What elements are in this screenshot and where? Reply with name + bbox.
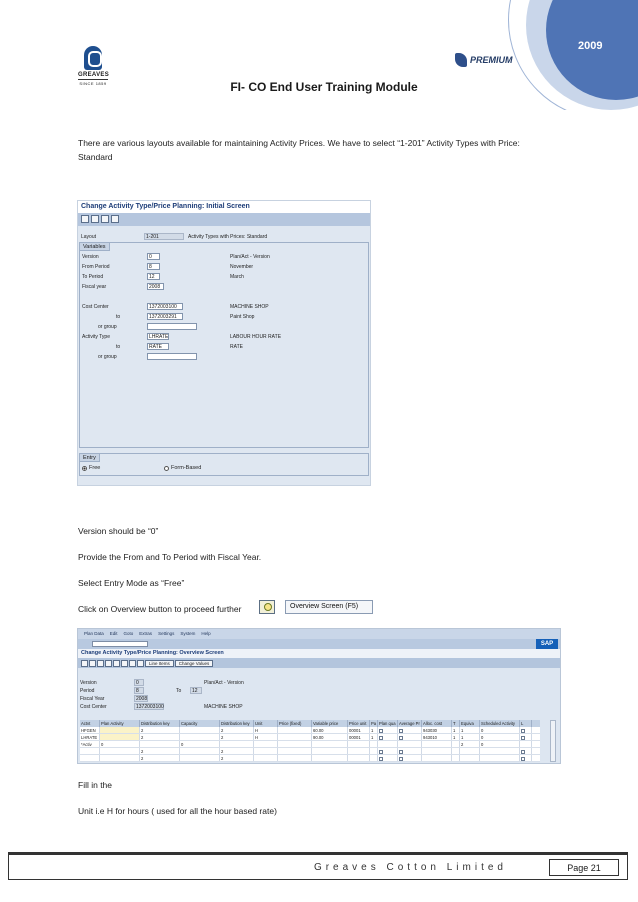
sap-overview-screen	[77, 628, 561, 764]
activity-group-label: or group	[98, 354, 117, 360]
table-cell[interactable]	[278, 741, 312, 747]
grid-column-header[interactable]: Distribution key	[140, 720, 180, 727]
command-field[interactable]	[92, 641, 148, 647]
grid-column-header[interactable]: Variable price	[312, 720, 348, 727]
table-cell[interactable]	[520, 727, 532, 733]
entry-note: Select Entry Mode as “Free”	[78, 578, 185, 588]
checkbox-icon[interactable]	[399, 757, 403, 761]
grid-column-header[interactable]: Price (fixed)	[278, 720, 312, 727]
table-cell[interactable]: 2	[220, 727, 254, 733]
overview-title: Change Activity Type/Price Planning: Overview Screen	[78, 649, 560, 658]
overview-icon[interactable]	[259, 600, 275, 614]
to-period-label: To Period	[82, 274, 104, 280]
table-cell[interactable]	[312, 748, 348, 754]
table-cell[interactable]: 00001	[348, 734, 370, 740]
table-cell[interactable]	[398, 748, 422, 754]
sap-logo: SAP	[536, 639, 558, 649]
table-cell[interactable]: HFGEN	[80, 727, 100, 733]
intro-line-1: There are various layouts available for maintaining Activity Prices. We have to select “1-201” Activity Types with Price:	[78, 138, 520, 148]
grid-column-header[interactable]: Distribution key	[220, 720, 254, 727]
table-row	[80, 755, 540, 762]
table-cell[interactable]: 0	[180, 741, 220, 747]
table-cell[interactable]	[370, 741, 378, 747]
toolbar-button[interactable]	[105, 660, 112, 667]
table-cell[interactable]: 2	[140, 734, 180, 740]
sap-initial-screen	[77, 200, 371, 486]
table-cell[interactable]	[422, 748, 452, 754]
ov-cost-center-desc: MACHINE SHOP	[204, 704, 243, 710]
from-period-label: From Period	[82, 264, 110, 270]
table-cell[interactable]	[378, 727, 398, 733]
cost-center-from-field[interactable]: 1372003100	[147, 303, 183, 310]
table-cell[interactable]	[100, 755, 140, 761]
activity-type-to-desc: RATE	[230, 344, 243, 350]
toolbar-button[interactable]	[91, 215, 99, 223]
table-cell[interactable]: 2	[220, 755, 254, 761]
table-cell[interactable]: 2	[220, 748, 254, 754]
table-cell[interactable]: 1	[460, 734, 480, 740]
table-cell[interactable]: 1	[452, 727, 460, 733]
table-cell[interactable]	[452, 741, 460, 747]
table-cell[interactable]	[370, 748, 378, 754]
variables-group	[79, 242, 369, 448]
ov-period-to-label: To	[176, 688, 182, 694]
checkbox-icon[interactable]	[521, 750, 525, 754]
table-row	[80, 741, 540, 748]
unit-note: Unit i.e H for hours ( used for all the hour based rate)	[78, 806, 277, 816]
menu-help[interactable]: Help	[201, 631, 211, 636]
table-cell[interactable]	[398, 727, 422, 733]
fill-note: Fill in the	[78, 780, 113, 790]
table-cell[interactable]: 0	[480, 741, 520, 747]
activity-group-field[interactable]	[147, 353, 197, 360]
vertical-scrollbar[interactable]	[550, 720, 556, 762]
table-cell[interactable]	[348, 741, 370, 747]
form-based-radio[interactable]	[164, 464, 201, 472]
grid-column-header[interactable]: Unit	[254, 720, 278, 727]
cost-center-desc: MACHINE SHOP	[230, 304, 269, 310]
cost-center-to-field[interactable]: 1372003291	[147, 313, 183, 320]
change-values-button[interactable]: Change Values	[175, 660, 213, 667]
table-cell[interactable]: 2	[220, 734, 254, 740]
overview-screen-button[interactable]: Overview Screen (F5)	[285, 600, 373, 614]
table-cell[interactable]	[348, 748, 370, 754]
version-desc: Plan/Act - Version	[230, 254, 270, 260]
table-cell[interactable]	[520, 748, 532, 754]
table-cell[interactable]	[520, 734, 532, 740]
checkbox-icon[interactable]	[379, 736, 383, 740]
table-cell[interactable]	[378, 734, 398, 740]
overview-note: Click on Overview button to proceed further	[78, 604, 242, 614]
toolbar-button[interactable]	[111, 215, 119, 223]
table-cell[interactable]: 0	[480, 727, 520, 733]
table-cell[interactable]: 0	[100, 741, 140, 747]
entry-group	[79, 453, 369, 476]
table-row	[80, 734, 540, 741]
free-radio[interactable]	[82, 464, 100, 472]
grid-column-header[interactable]: Plan Activity	[100, 720, 140, 727]
cost-center-to-label: to	[116, 314, 121, 320]
table-cell[interactable]: 60.00	[312, 727, 348, 733]
line-items-button[interactable]: Line Items	[145, 660, 174, 667]
table-cell[interactable]	[460, 755, 480, 761]
grid-column-header[interactable]: Price unit	[348, 720, 370, 727]
logo-emblem-icon	[84, 46, 102, 70]
logo-name: GREAVES	[78, 72, 109, 78]
table-cell[interactable]	[140, 741, 180, 747]
toolbar-button[interactable]	[81, 660, 88, 667]
checkbox-icon[interactable]	[379, 729, 383, 733]
grid-column-header[interactable]: Equiva	[460, 720, 480, 727]
layout-desc: Activity Types with Prices: Standard	[188, 234, 268, 240]
radio-selected-icon	[82, 466, 87, 471]
entry-header: Entry	[80, 454, 100, 462]
ov-fiscal-year-label: Fiscal Year	[80, 696, 105, 702]
table-cell[interactable]: 943010	[422, 734, 452, 740]
toolbar-button[interactable]	[89, 660, 96, 667]
overview-toolbar	[78, 658, 560, 668]
grid-column-header[interactable]: Actvt	[80, 720, 100, 727]
premium-badge	[455, 53, 513, 67]
from-period-desc: November	[230, 264, 254, 270]
activity-type-label: Activity Type	[82, 334, 110, 340]
cost-center-group-field[interactable]	[147, 323, 197, 330]
table-cell[interactable]: H	[254, 727, 278, 733]
company-name: Greaves Cotton Limited	[313, 862, 507, 873]
ov-period-label: Period	[80, 688, 95, 694]
checkbox-icon[interactable]	[399, 750, 403, 754]
checkbox-icon[interactable]	[399, 736, 403, 740]
table-cell[interactable]	[398, 741, 422, 747]
fiscal-year-label: Fiscal year	[82, 284, 107, 290]
table-cell[interactable]	[278, 755, 312, 761]
checkbox-icon[interactable]	[521, 736, 525, 740]
ov-version-desc: Plan/Act - Version	[204, 680, 244, 686]
toolbar-button[interactable]	[129, 660, 136, 667]
grid-column-header[interactable]: Average Pr	[398, 720, 422, 727]
menu-goto[interactable]: Goto	[123, 631, 134, 636]
ov-cost-center-label: Cost Center	[80, 704, 107, 710]
document-title: FI- CO End User Training Module	[230, 80, 418, 94]
toolbar-button[interactable]	[101, 215, 109, 223]
premium-icon	[455, 53, 467, 67]
ov-cost-center-field: 1372003100	[136, 704, 164, 710]
table-cell[interactable]	[80, 755, 100, 761]
toolbar-button[interactable]	[137, 660, 144, 667]
table-cell[interactable]	[278, 748, 312, 754]
table-cell[interactable]	[278, 734, 312, 740]
grid-column-header[interactable]: L	[520, 720, 532, 727]
table-cell[interactable]	[100, 748, 140, 754]
table-cell[interactable]: 00001	[348, 727, 370, 733]
menu-bar	[78, 629, 560, 639]
activity-type-to-label: to	[116, 344, 121, 350]
table-cell[interactable]	[348, 755, 370, 761]
table-cell[interactable]: 2	[460, 741, 480, 747]
page-footer	[8, 852, 628, 880]
table-cell[interactable]	[220, 741, 254, 747]
grid-column-header[interactable]: Plan qua	[378, 720, 398, 727]
to-period-field[interactable]: 12	[147, 273, 160, 280]
activity-type-from-field[interactable]: LHRATE	[149, 334, 169, 340]
intro-line-2: Standard	[78, 152, 113, 162]
menu-settings[interactable]: Settings	[158, 631, 175, 636]
year-label: 2009	[578, 40, 603, 52]
cost-center-label: Cost Center	[82, 304, 109, 310]
table-cell[interactable]: 1	[460, 727, 480, 733]
table-cell[interactable]	[422, 741, 452, 747]
checkbox-icon[interactable]	[379, 750, 383, 754]
menu-system[interactable]: System	[180, 631, 196, 636]
screen-title: Change Activity Type/Price Planning: Initial Screen	[78, 201, 370, 213]
to-period-desc: March	[230, 274, 244, 280]
table-cell[interactable]	[254, 748, 278, 754]
version-note: Version should be “0”	[78, 526, 159, 536]
table-row	[80, 727, 540, 734]
table-cell[interactable]: 2	[140, 748, 180, 754]
menu-extras[interactable]: Extras	[139, 631, 153, 636]
ov-version-field: 0	[134, 679, 144, 686]
menu-edit[interactable]: Edit	[109, 631, 118, 636]
table-cell[interactable]	[452, 748, 460, 754]
table-cell[interactable]: *Activ	[80, 741, 100, 747]
table-cell[interactable]	[480, 755, 520, 761]
activity-type-desc: LABOUR HOUR RATE	[230, 334, 282, 340]
ov-period-from-field: 8	[134, 687, 144, 694]
table-cell[interactable]	[180, 748, 220, 754]
table-cell[interactable]	[370, 755, 378, 761]
table-cell[interactable]	[180, 734, 220, 740]
from-period-field[interactable]: 8	[147, 263, 160, 270]
table-cell[interactable]: 1	[370, 734, 378, 740]
table-cell[interactable]: H	[254, 734, 278, 740]
grid-column-header[interactable]: Scheduled Activity	[480, 720, 520, 727]
table-cell[interactable]	[180, 755, 220, 761]
table-cell[interactable]	[378, 741, 398, 747]
toolbar-button[interactable]	[121, 660, 128, 667]
table-cell[interactable]: 90.00	[312, 734, 348, 740]
table-cell[interactable]	[312, 755, 348, 761]
table-cell[interactable]	[520, 755, 532, 761]
table-cell[interactable]	[480, 748, 520, 754]
ov-version-label: Version	[80, 680, 97, 686]
table-cell[interactable]: 1	[452, 734, 460, 740]
table-cell[interactable]	[378, 748, 398, 754]
layout-label: Layout	[81, 234, 97, 240]
checkbox-icon[interactable]	[379, 757, 383, 761]
checkbox-icon[interactable]	[399, 729, 403, 733]
table-cell[interactable]	[398, 755, 422, 761]
table-cell[interactable]	[422, 755, 452, 761]
table-cell[interactable]: 943030	[422, 727, 452, 733]
table-cell[interactable]	[254, 741, 278, 747]
table-cell[interactable]	[254, 755, 278, 761]
table-cell[interactable]	[278, 727, 312, 733]
table-cell[interactable]	[100, 727, 140, 733]
table-cell[interactable]	[398, 734, 422, 740]
version-label: Version	[82, 254, 99, 260]
table-cell[interactable]	[312, 741, 348, 747]
fiscal-year-field[interactable]: 2008	[147, 283, 164, 290]
menu-plan-data[interactable]: Plan Data	[84, 631, 104, 636]
grid-column-header[interactable]: Capacity	[180, 720, 220, 727]
cost-center-group-label: or group	[98, 324, 117, 330]
toolbar-button[interactable]	[97, 660, 104, 667]
table-cell[interactable]: 2	[140, 727, 180, 733]
premium-text: PREMIUM	[470, 55, 513, 65]
form-based-label: Form-Based	[171, 465, 202, 471]
table-cell[interactable]: LHRATE	[80, 734, 100, 740]
table-row	[80, 748, 540, 755]
version-field[interactable]: 0	[147, 253, 160, 260]
grid-column-header[interactable]: Alloc. cost	[422, 720, 452, 727]
table-cell[interactable]	[460, 748, 480, 754]
ov-fiscal-year-field: 2008	[136, 696, 148, 702]
table-cell[interactable]	[80, 748, 100, 754]
toolbar-button[interactable]	[81, 215, 89, 223]
table-cell[interactable]	[100, 734, 140, 740]
ov-period-to-field: 12	[190, 687, 202, 694]
table-cell[interactable]	[378, 755, 398, 761]
radio-icon	[164, 466, 169, 471]
table-cell[interactable]	[452, 755, 460, 761]
activity-type-to-field[interactable]: RATE	[147, 343, 169, 350]
command-bar	[78, 639, 560, 649]
checkbox-icon[interactable]	[521, 729, 525, 733]
logo-since: SINCE 1859	[79, 81, 107, 86]
layout-field[interactable]: 1-201	[144, 233, 184, 240]
checkbox-icon[interactable]	[521, 757, 525, 761]
toolbar	[78, 213, 370, 226]
table-cell[interactable]: 2	[140, 755, 180, 761]
toolbar-button[interactable]	[113, 660, 120, 667]
grid-column-header[interactable]: Pa	[371, 721, 377, 726]
page-number: Page 21	[549, 859, 619, 876]
period-note: Provide the From and To Period with Fiscal Year.	[78, 552, 262, 562]
table-cell[interactable]: 1	[370, 727, 378, 733]
grid-header	[80, 720, 540, 727]
grid-column-header[interactable]: T	[452, 720, 460, 727]
variables-header: Variables	[80, 243, 110, 251]
cost-center-to-desc: Paint Shop	[230, 314, 255, 320]
free-label: Free	[89, 465, 101, 471]
table-cell[interactable]	[520, 741, 532, 747]
table-cell[interactable]	[180, 727, 220, 733]
table-cell[interactable]: 0	[480, 734, 520, 740]
